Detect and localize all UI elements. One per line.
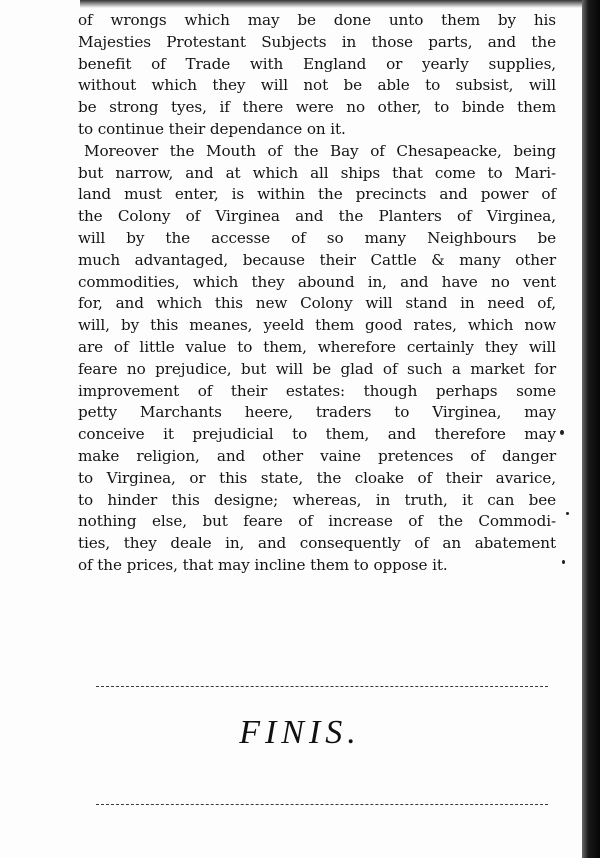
text-line: to Virginea, or this state, the cloake of their avarice, xyxy=(78,468,556,487)
text-line: Majesties Protestant Subjects in those parts, and the xyxy=(78,32,556,51)
ink-speck xyxy=(560,430,564,435)
text-line: conceive it prejudicial to them, and therefore may xyxy=(78,425,556,444)
divider-rule-lower xyxy=(96,804,548,805)
text-line: land must enter, is within the precincts and power of xyxy=(78,185,556,204)
finis-heading: FINIS. xyxy=(239,714,361,751)
text-line: be strong tyes, if there were no other, to binde them xyxy=(78,98,556,117)
text-line: for, and which this new Colony will stand in need of, xyxy=(78,294,556,313)
text-line: are of little value to them, wherefore certainly they will xyxy=(78,337,556,356)
text-line: nothing else, but feare of increase of the Commodi- xyxy=(78,512,556,531)
text-line: but narrow, and at which all ships that come to Mari- xyxy=(78,163,556,182)
text-line: much advantaged, because their Cattle & many other xyxy=(78,250,556,269)
text-line: ties, they deale in, and consequently of an abatement xyxy=(78,534,556,553)
text-line: make religion, and other vaine pretences of danger xyxy=(78,446,556,465)
text-line: the Colony of Virginea and the Planters of Virginea, xyxy=(78,207,556,226)
text-line: will, by this meanes, yeeld them good rates, which now xyxy=(78,316,556,335)
text-line: to hinder this designe; whereas, in truth, it can bee xyxy=(78,490,556,509)
page-top-shadow xyxy=(80,0,600,8)
text-line: improvement of their estates: though perhaps some xyxy=(78,381,556,400)
body-text xyxy=(78,10,556,577)
text-line: benefit of Trade with England or yearly supplies, xyxy=(78,54,556,73)
text-line: without which they will not be able to subsist, will xyxy=(78,76,556,95)
text-line: of wrongs which may be done unto them by his xyxy=(78,11,556,29)
divider-rule-upper xyxy=(96,686,548,687)
text-line: feare no prejudice, but will be glad of such a market for xyxy=(78,359,556,378)
text-line: petty Marchants heere, traders to Virginea, may xyxy=(78,403,556,422)
text-line: Moreover the Mouth of the Bay of Chesapeacke, being xyxy=(84,141,556,160)
text-line: of the prices, that may incline them to oppose it. xyxy=(78,555,448,574)
ink-speck xyxy=(566,512,569,515)
ink-speck xyxy=(562,560,565,564)
text-line: will by the accesse of so many Neighbours be xyxy=(78,228,556,247)
text-line: to continue their dependance on it. xyxy=(78,119,346,138)
text-line: commodities, which they abound in, and have no vent xyxy=(78,272,556,291)
